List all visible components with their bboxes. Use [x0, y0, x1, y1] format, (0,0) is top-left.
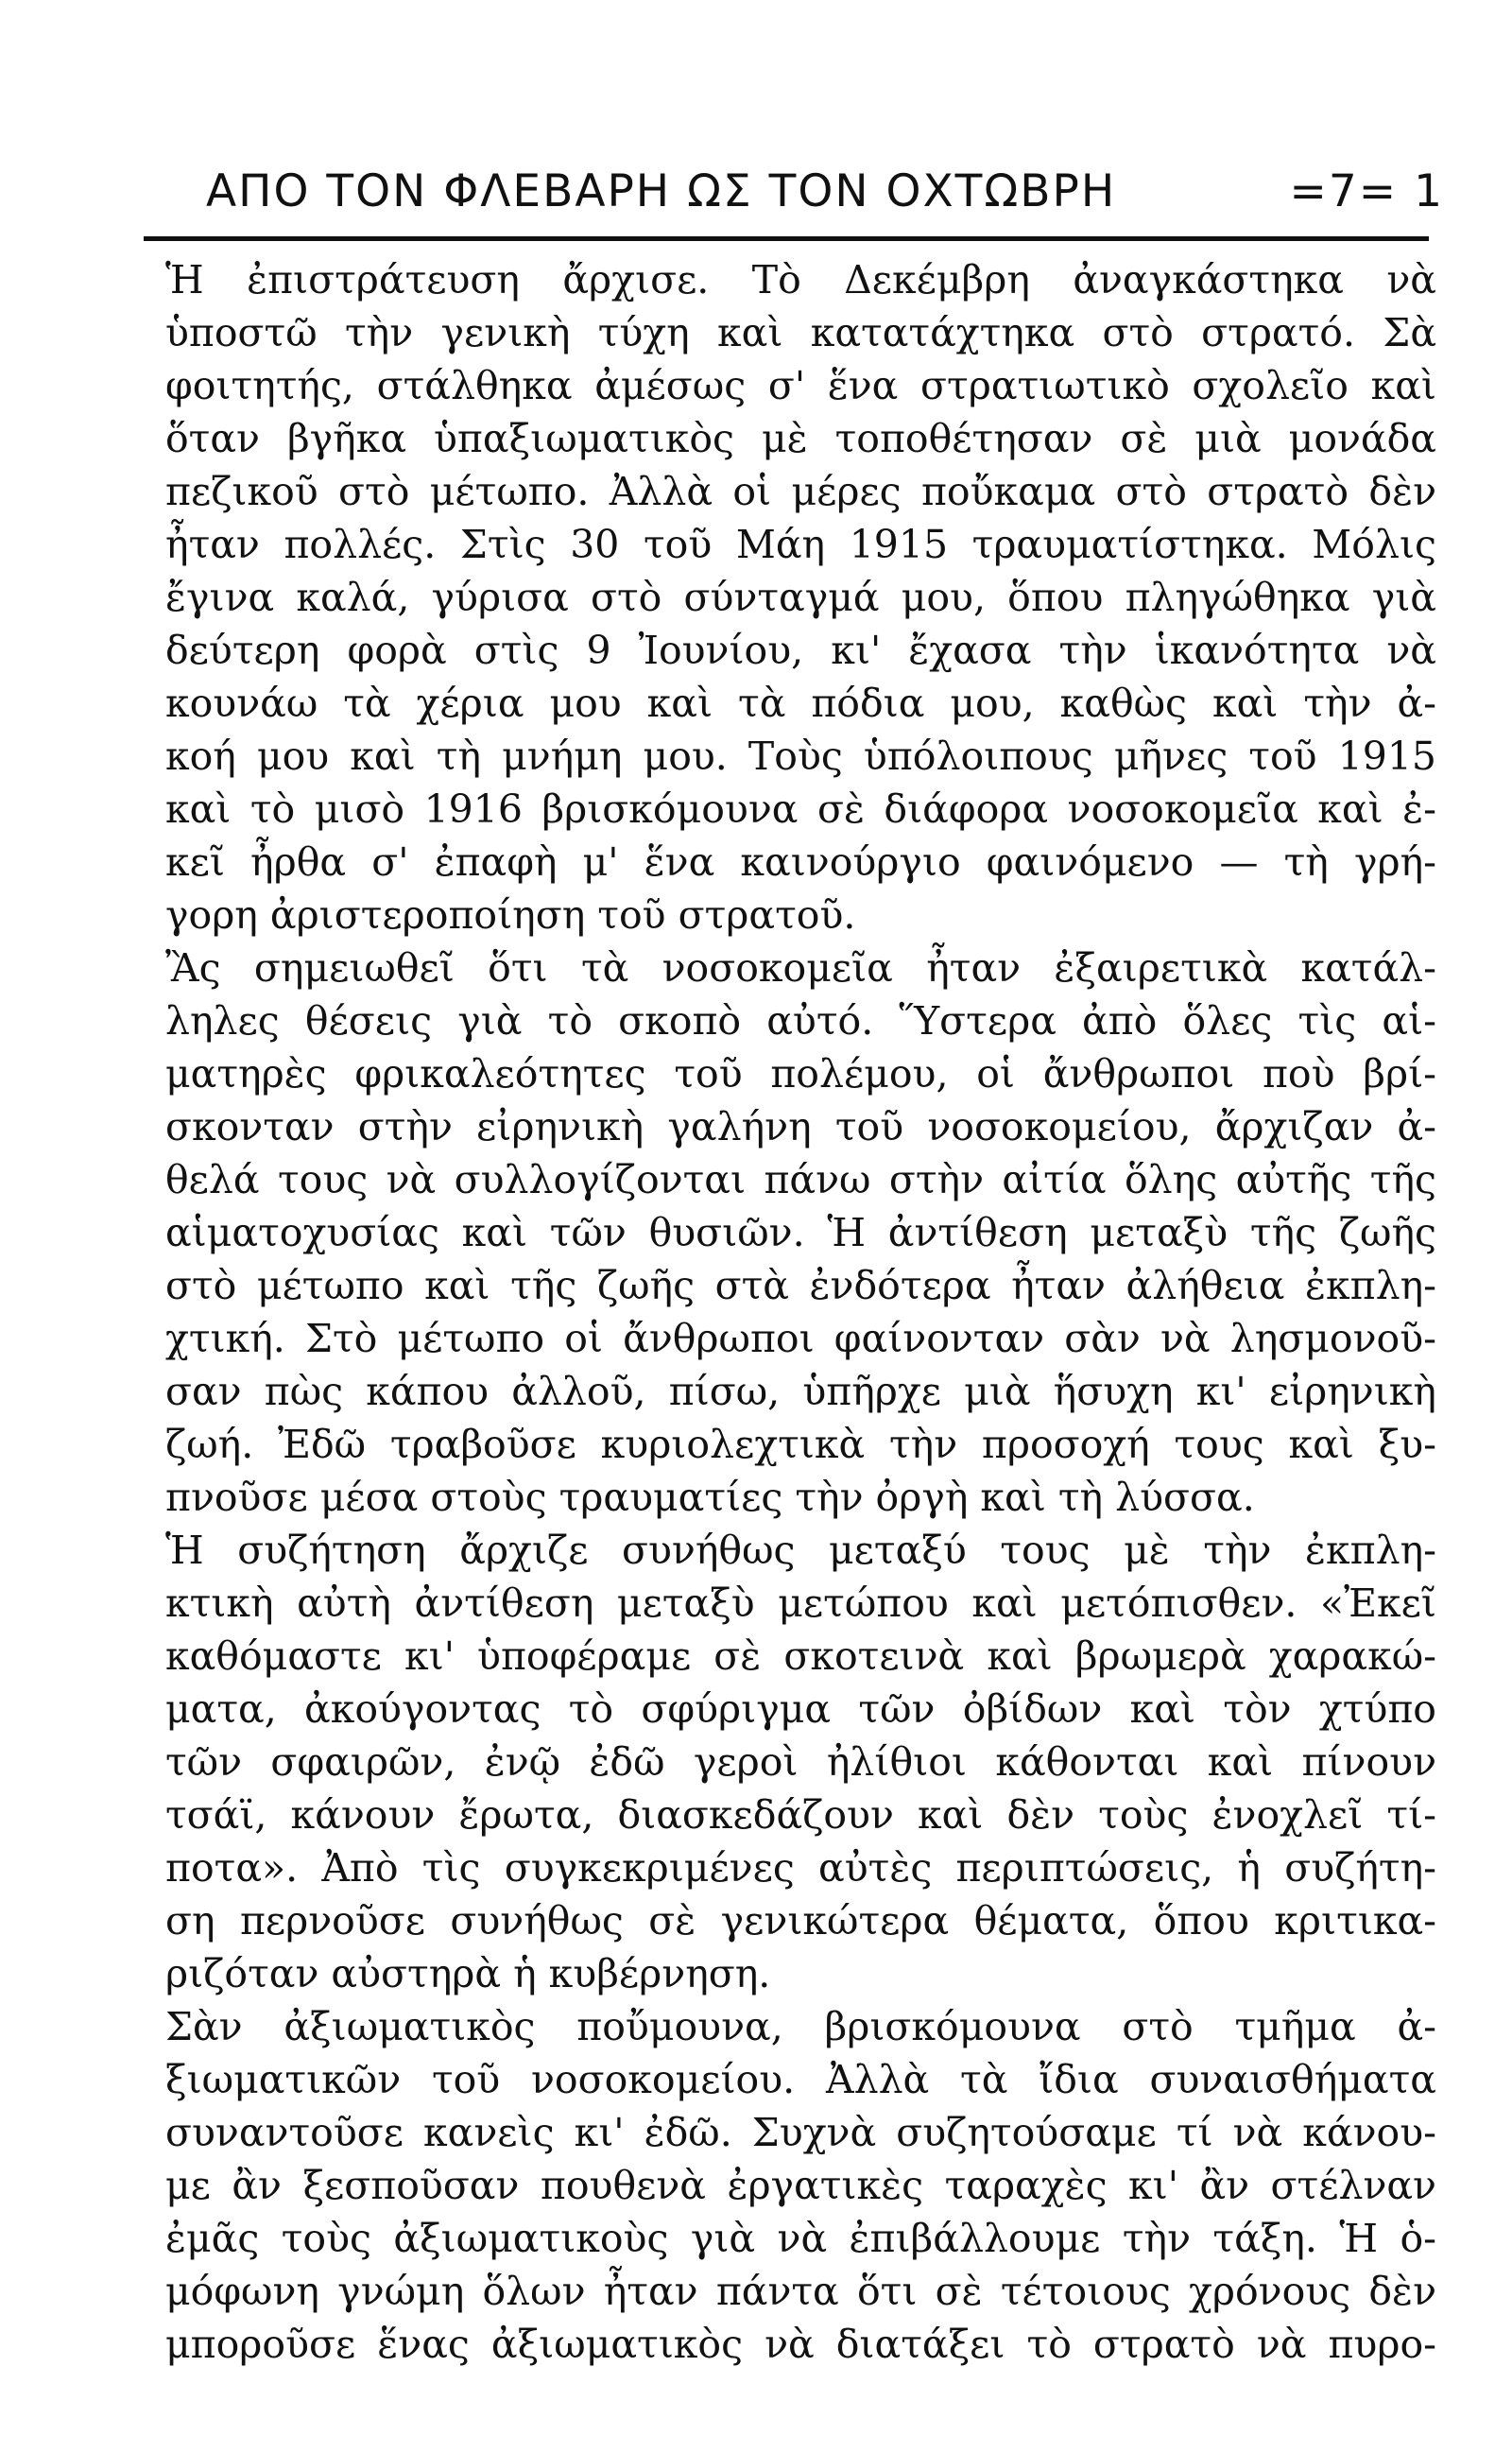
text-line: σκονταν στὴν εἰρηνικὴ γαλήνη τοῦ νοσοκομείου, ἄρχιζαν ἀ- — [165, 1104, 1436, 1149]
body-text — [165, 253, 1436, 2371]
text-line: τσάϊ, κάνουν ἔρωτα, διασκεδάζουν καὶ δὲν τοὺς ἐνοχλεῖ τί- — [165, 1792, 1436, 1838]
text-line: καὶ τὸ μισὸ 1916 βρισκόμουνα σὲ διάφορα νοσοκομεῖα καὶ ἐ- — [165, 786, 1436, 832]
text-line: ζωή. Ἐδῶ τραβοῦσε κυριολεχτικὰ τὴν προσοχή τους καὶ ξυ- — [165, 1422, 1436, 1467]
text-line: γορη ἀριστεροποίηση τοῦ στρατοῦ. — [165, 892, 856, 938]
text-line: θελά τους νὰ συλλογίζονται πάνω στὴν αἰτία ὅλης αὐτῆς τῆς — [165, 1157, 1436, 1202]
text-line: ματα, ἀκούγοντας τὸ σφύριγμα τῶν ὀβίδων καὶ τὸν χτύπο — [165, 1686, 1436, 1732]
text-line: Ἂς σημειωθεῖ ὅτι τὰ νοσοκομεῖα ἦταν ἐξαιρετικὰ κατάλ- — [165, 945, 1436, 991]
running-head — [206, 165, 1444, 222]
text-line: μόφωνη γνώμη ὅλων ἦταν πάντα ὅτι σὲ τέτοιους χρόνους δὲν — [165, 2269, 1436, 2314]
text-line: πνοῦσε μέσα στοὺς τραυματίες τὴν ὀργὴ καὶ τὴ λύσσα. — [165, 1475, 1255, 1520]
text-line: δεύτερη φορὰ στὶς 9 Ἰουνίου, κι' ἔχασα τὴν ἱκανότητα νὰ — [165, 628, 1436, 673]
text-line: με ἂν ξεσποῦσαν πουθενὰ ἐργατικὲς ταραχὲς κι' ἂν στέλναν — [165, 2163, 1436, 2208]
page-number: =7= 1 — [1289, 165, 1444, 217]
text-line: ση περνοῦσε συνήθως σὲ γενικώτερα θέματα, ὅπου κριτικα- — [165, 1898, 1436, 1943]
text-line: ἔγινα καλά, γύρισα στὸ σύνταγμά μου, ὅπου πληγώθηκα γιὰ — [165, 575, 1436, 620]
running-title: ΑΠΟ ΤΟΝ ΦΛΕΒΑΡΗ ΩΣ ΤΟΝ ΟΧΤΩΒΡΗ — [206, 165, 1117, 217]
text-line: ξιωματικῶν τοῦ νοσοκομείου. Ἀλλὰ τὰ ἴδια συναισθήματα — [165, 2057, 1436, 2102]
text-line: ριζόταν αὐστηρὰ ἡ κυβέρνηση. — [165, 1951, 771, 1996]
text-line: ποτα». Ἀπὸ τὶς συγκεκριμένες αὐτὲς περιπτώσεις, ἡ συζήτη- — [165, 1845, 1436, 1891]
header-rule — [144, 236, 1429, 241]
text-line: συναντοῦσε κανεὶς κι' ἐδῶ. Συχνὰ συζητούσαμε τί νὰ κάνου- — [165, 2110, 1436, 2155]
text-line: μποροῦσε ἕνας ἀξιωματικὸς νὰ διατάξει τὸ στρατὸ νὰ πυρο- — [165, 2322, 1436, 2367]
text-line: ληλες θέσεις γιὰ τὸ σκοπὸ αὐτό. Ὕστερα ἀπὸ ὅλες τὶς αἱ- — [165, 998, 1436, 1044]
text-line: αἱματοχυσίας καὶ τῶν θυσιῶν. Ἡ ἀντίθεση μεταξὺ τῆς ζωῆς — [165, 1210, 1436, 1255]
text-line: φοιτητής, στάλθηκα ἀμέσως σ' ἕνα στρατιωτικὸ σχολεῖο καὶ — [165, 363, 1436, 408]
text-line: Ἡ ἐπιστράτευση ἄρχισε. Τὸ Δεκέμβρη ἀναγκάστηκα νὰ — [165, 257, 1436, 302]
text-line: καθόμαστε κι' ὑποφέραμε σὲ σκοτεινὰ καὶ βρωμερὰ χαρακώ- — [165, 1633, 1436, 1679]
text-line: Ἡ συζήτηση ἄρχιζε συνήθως μεταξύ τους μὲ τὴν ἐκπλη- — [165, 1528, 1436, 1573]
text-line: χτική. Στὸ μέτωπο οἱ ἄνθρωποι φαίνονταν σὰν νὰ λησμονοῦ- — [165, 1316, 1436, 1361]
text-line: πεζικοῦ στὸ μέτωπο. Ἀλλὰ οἱ μέρες ποὔκαμα στὸ στρατὸ δὲν — [165, 469, 1436, 514]
text-line: σαν πὼς κάπου ἀλλοῦ, πίσω, ὑπῆρχε μιὰ ἥσυχη κι' εἰρηνικὴ — [165, 1369, 1436, 1414]
text-line: κτικὴ αὐτὴ ἀντίθεση μεταξὺ μετώπου καὶ μετόπισθεν. «Ἐκεῖ — [165, 1581, 1436, 1626]
text-line: στὸ μέτωπο καὶ τῆς ζωῆς στὰ ἐνδότερα ἦταν ἀλήθεια ἐκπλη- — [165, 1263, 1436, 1308]
text-line: κουνάω τὰ χέρια μου καὶ τὰ πόδια μου, καθὼς καὶ τὴν ἀ- — [165, 681, 1436, 726]
text-line: Σὰν ἀξιωματικὸς ποὔμουνα, βρισκόμουνα στὸ τμῆμα ἀ- — [165, 2004, 1436, 2049]
text-line: κοή μου καὶ τὴ μνήμη μου. Τοὺς ὑπόλοιπους μῆνες τοῦ 1915 — [165, 734, 1436, 779]
text-line: ὑποστῶ τὴν γενικὴ τύχη καὶ κατατάχτηκα στὸ στρατό. Σὰ — [165, 310, 1436, 355]
text-line: ματηρὲς φρικαλεότητες τοῦ πολέμου, οἱ ἄνθρωποι ποὺ βρί- — [165, 1051, 1436, 1097]
text-line: κεῖ ἦρθα σ' ἐπαφὴ μ' ἕνα καινούργιο φαινόμενο — τὴ γρή- — [165, 839, 1436, 885]
text-line: ὅταν βγῆκα ὑπαξιωματικὸς μὲ τοποθέτησαν σὲ μιὰ μονάδα — [165, 416, 1436, 461]
text-line: ἐμᾶς τοὺς ἀξιωματικοὺς γιὰ νὰ ἐπιβάλλουμε τὴν τάξη. Ἡ ὁ- — [165, 2216, 1436, 2261]
text-line: ἦταν πολλές. Στὶς 30 τοῦ Μάη 1915 τραυματίστηκα. Μόλις — [165, 522, 1436, 567]
text-line: τῶν σφαιρῶν, ἐνῷ ἐδῶ γεροὶ ἠλίθιοι κάθονται καὶ πίνουν — [165, 1739, 1436, 1785]
